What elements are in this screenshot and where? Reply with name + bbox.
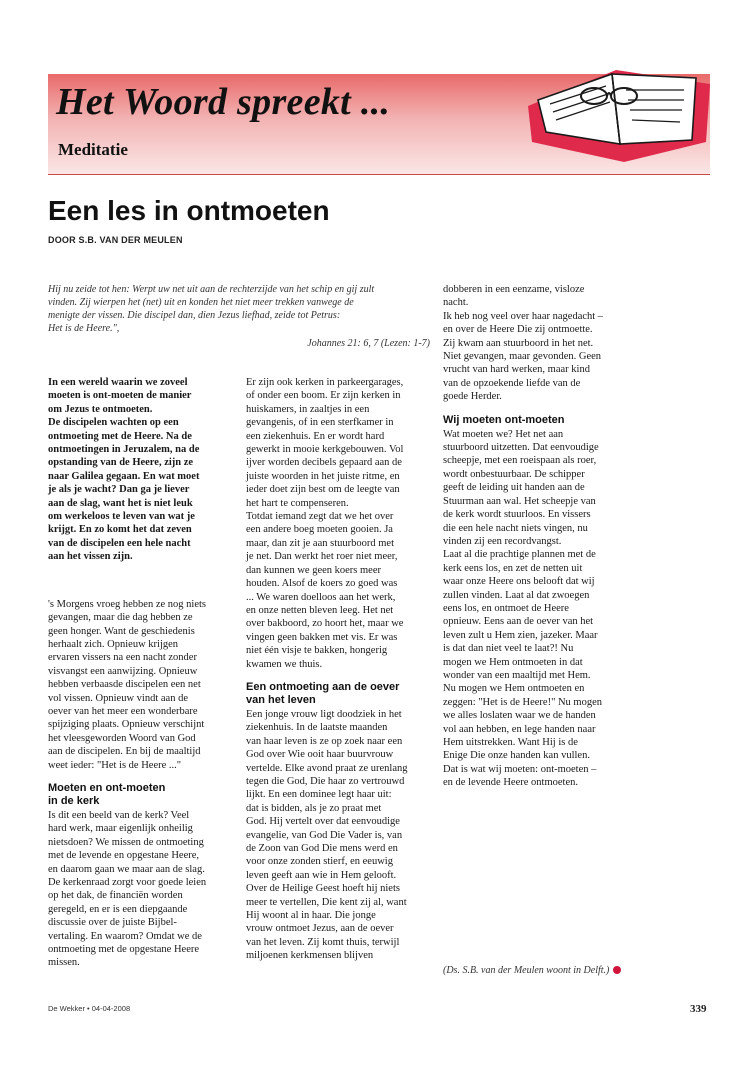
intro-paragraph: In een wereld waarin we zoveel moeten is ont-moeten de manier om Jezus te ontmoeten. De discipelen wachten op een ontmoeting met de Heere. Na de ontmoetingen in Jeruzalem, na de opstanding van de Heere, zijn ze naar Galilea gegaan. En wat moet je als je wacht? Dan ga je liever aan de slag, want het is niet leuk om werkeloos te leven van wat je krijgt. En zo komt het dat zeven van de discipelen een hele nacht aan het vissen zijn.: [48, 377, 200, 563]
article-title: Een les in ontmoeten: [48, 195, 330, 226]
body-paragraph: Is dit een beeld van de kerk? Veel hard werk, maar eigenlijk onheilig nietsdoen? We missen de ontmoeting met de levende en opgestane Heere, en daarom gaan we maar aan de slag. De kerkenraad zorgt voor goede leien op het dak, de financiën worden geregeld, en er is een diepgaande discussie over de juiste Bijbel- vertaling. En waarom? Omdat we de ontmoeting met de opgestane Heere missen.: [48, 809, 207, 969]
body-paragraph: 's Morgens vroeg hebben ze nog niets gevangen, maar die dag hebben ze geen honger. Want de geschiedenis herhaalt zich. Opnieuw krijgen ervaren vissers na een nacht zonder visvangst een aanwijzing. Opnieuw hebben verbaasde discipelen een net vol vissen. Opnieuw vindt aan de oever van het meer een wonderbare spijziging plaats. Opnieuw verschijnt het vleesgeworden Woord van God aan de discipelen. En bij de maaltijd weet ieder: "Het is de Heere ...": [48, 598, 206, 771]
column-1: [48, 376, 238, 970]
author-footnote: [443, 965, 633, 976]
quote-text: Hij nu zeide tot hen: Werpt uw net uit aan de rechterzijde van het schip en gij zult vinden. Zij wierpen het (net) uit en konden het niet meer trekken vanwege de menigte der vissen. Die discipel dan, dien Jezus liefhad, zeide tot Petrus: Het is de Heere.",: [48, 284, 375, 334]
subheading: Een ontmoeting aan de oever van het leven: [246, 680, 400, 706]
end-mark-icon: [613, 966, 621, 974]
body-paragraph: dobberen in een eenzame, visloze nacht. Ik heb nog veel over haar nagedacht – en over de Heere Die zij ontmoette. Zij kwam aan stuurboord in het net. Niet gevangen, maar gevonden. Geen vrucht van hard werken, maar kind van de opzoekende liefde van de goede Herder.: [443, 284, 604, 403]
footnote-text: (Ds. S.B. van der Meulen woont in Delft.): [443, 965, 610, 976]
header-divider: [48, 174, 710, 175]
column-2: [246, 376, 432, 963]
subheading: Moeten en ont-moeten in de kerk: [48, 781, 166, 807]
scripture-quote: [48, 283, 430, 350]
body-paragraph: Wat moeten we? Het net aan stuurboord uitzetten. Dat eenvoudige scheepje, met een roeispaan als roer, wordt onbestuurbaar. De schipper geeft de leiding uit handen aan de Stuurman aan wal. Het scheepje van de kerk wordt stuurloos. En vissers die een hele nacht niets vingen, nu vinden zij een recordvangst. Laat al die prachtige plannen met de kerk eens los, en zet de netten uit waar onze Heere ons belooft dat wij zullen vinden. Laat al dat zwoegen eens los, en ontmoet de Heere opnieuw. Eens aan de oever van het leven zult u Hem zien, jazeker. Maar is dat dan niet veel te laat?! Nu mogen we Hem ontmoeten in dat wonder van een maaltijd met Hem. Nu mogen we Hem ontmoeten en zeggen: "Het is de Heere!" Nu mogen we alles loslaten waar we de handen vol aan hebben, en lege handen naar Hem uitstrekken. Want Hij is de Enige Die onze handen kan vullen. Dat is wat wij moeten: ont-moeten – en de levende Heere ontmoeten.: [443, 428, 603, 789]
byline: DOOR S.B. VAN DER MEULEN: [48, 235, 183, 245]
subheading: Wij moeten ont-moeten: [443, 413, 565, 426]
body-paragraph: Een jonge vrouw ligt doodziek in het ziekenhuis. In de laatste maanden van haar leven is ze op zoek naar een God over Wie ooit haar buurvrouw vertelde. Elke avond praat ze urenlang tegen die God, Die haar zo vertrouwd lijkt. En een dominee legt haar uit: dat is bidden, als je zo praat met God. Hij vertelt over dat eenvoudige evangelie, van God Die Vader is, van de Zoon van God Die mens werd en voor onze zonden stierf, en eeuwig leven geeft aan wie in Hem gelooft. Over de Heilige Geest hoeft hij niets meer te vertellen, Die kent zij al, want Hij woont al in haar. Die jonge vrouw ontmoet Jezus, aan de oever van het leven. Zij komt thuis, terwijl miljoenen kerkmensen blijven: [246, 708, 408, 962]
open-book-with-glasses-icon: [520, 44, 716, 164]
publication-info: De Wekker • 04-04-2008: [48, 1004, 131, 1013]
quote-reference: Johannes 21: 6, 7 (Lezen: 1-7): [307, 338, 430, 349]
section-subtitle: Meditatie: [58, 140, 128, 159]
column-3: [443, 283, 633, 790]
section-title: Het Woord spreekt ...: [56, 81, 391, 123]
page-number: 339: [690, 1003, 707, 1015]
body-paragraph: Er zijn ook kerken in parkeergarages, of onder een boom. Er zijn kerken in huiskamers, in zaaltjes in een gevangenis, of in een sterfkamer in een ziekenhuis. En er wordt hard gewerkt in mooie kerkgebouwen. Vol ijver worden decibels gepaard aan de juiste woorden in het juiste ritme, en ieder doet zijn best om de leegte van het hart te compenseren. Totdat iemand zegt dat we het over een andere boeg moeten gooien. Ja maar, dan zit je aan stuurboord met je net. Dan werkt het roer niet meer, dan kunnen we geen koers meer houden. Alsof de koers zo goed was ... We waren doelloos aan het werk, en onze netten bleven leeg. Het net over bakboord, zo hoort het, maar we vingen geen bakken met vis. Er was niet één visje te bakken, hongerig kwamen we thuis.: [246, 377, 404, 670]
